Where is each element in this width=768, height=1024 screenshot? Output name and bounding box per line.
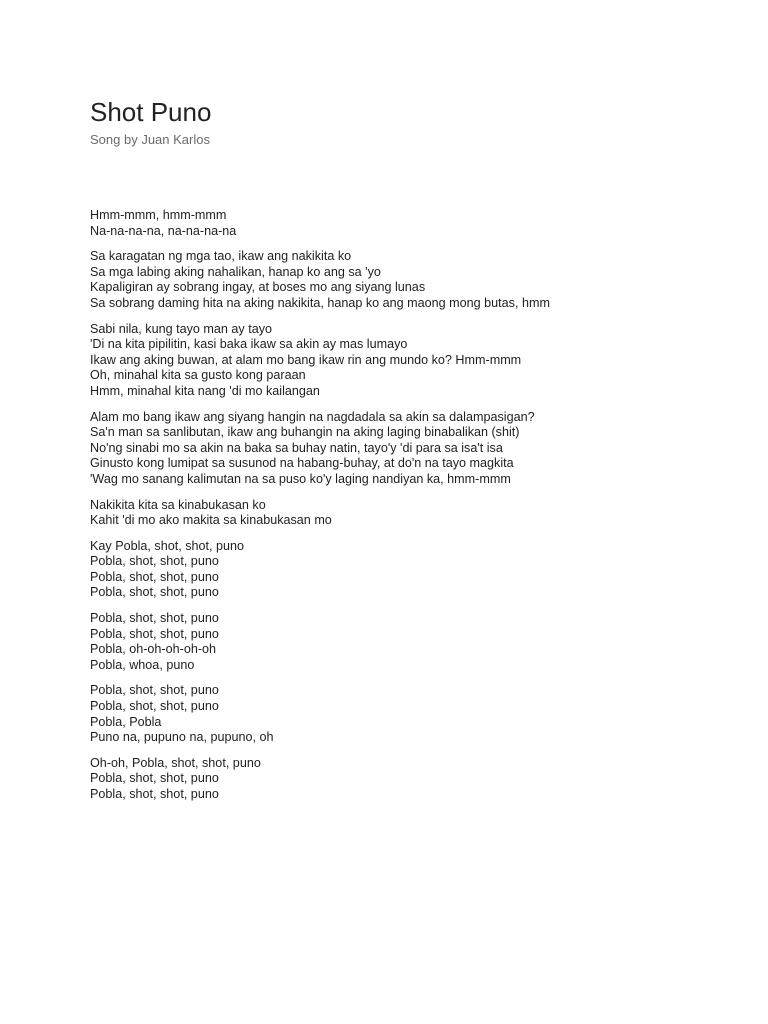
lyrics-stanza: [90, 539, 730, 601]
lyrics-line: Pobla, shot, shot, puno: [90, 569, 219, 584]
lyrics-line: Sa sobrang daming hita na aking nakikita, hanap ko ang maong mong butas, hmm: [90, 295, 550, 310]
lyrics-line: Oh-oh, Pobla, shot, shot, puno: [90, 755, 261, 770]
lyrics-line: Kahit 'di mo ako makita sa kinabukasan mo: [90, 513, 332, 528]
lyrics-line: Pobla, whoa, puno: [90, 657, 195, 672]
lyrics-page: [90, 96, 730, 813]
lyrics-line: Pobla, shot, shot, puno: [90, 699, 219, 714]
lyrics-stanza: [90, 208, 730, 239]
lyrics-line: Pobla, Pobla: [90, 714, 162, 729]
song-subtitle: Song by Juan Karlos: [90, 132, 210, 147]
lyrics-line: Kapaligiran ay sobrang ingay, at boses mo ang siyang lunas: [90, 280, 426, 295]
lyrics-line: Pobla, shot, shot, puno: [90, 585, 219, 600]
lyrics-line: Puno na, pupuno na, pupuno, oh: [90, 730, 274, 745]
lyrics-line: Alam mo bang ikaw ang siyang hangin na nagdadala sa akin sa dalampasigan?: [90, 409, 535, 424]
lyrics-stanza: [90, 322, 730, 400]
lyrics-line: Pobla, oh-oh-oh-oh-oh: [90, 642, 217, 657]
lyrics-line: Hmm-mmm, hmm-mmm: [90, 208, 227, 222]
lyrics-stanza: [90, 611, 730, 673]
lyrics-line: Na-na-na-na, na-na-na-na: [90, 223, 237, 238]
lyrics-line: Pobla, shot, shot, puno: [90, 626, 219, 641]
lyrics-line: Kay Pobla, shot, shot, puno: [90, 538, 245, 553]
lyrics-line: 'Wag mo sanang kalimutan na sa puso ko'y laging nandiyan ka, hmm-mmm: [90, 471, 511, 486]
lyrics-line: Hmm, minahal kita nang 'di mo kailangan: [90, 383, 320, 398]
lyrics-line: Pobla, shot, shot, puno: [90, 611, 219, 626]
song-title: Shot Puno: [90, 97, 212, 127]
lyrics-body: [90, 208, 730, 803]
lyrics-line: 'Di na kita pipilitin, kasi baka ikaw sa akin ay mas lumayo: [90, 337, 408, 352]
lyrics-line: Sa mga labing aking nahalikan, hanap ko ang sa 'yo: [90, 264, 381, 279]
lyrics-line: Pobla, shot, shot, puno: [90, 554, 219, 569]
lyrics-line: Sabi nila, kung tayo man ay tayo: [90, 321, 273, 336]
lyrics-line: Sa karagatan ng mga tao, ikaw ang nakikita ko: [90, 249, 352, 264]
lyrics-line: Sa'n man sa sanlibutan, ikaw ang buhangin na aking laging binabalikan (shit): [90, 425, 520, 440]
lyrics-stanza: [90, 756, 730, 803]
lyrics-line: Oh, minahal kita sa gusto kong paraan: [90, 368, 306, 383]
lyrics-line: Pobla, shot, shot, puno: [90, 787, 219, 801]
lyrics-stanza: [90, 249, 730, 311]
lyrics-line: Nakikita kita sa kinabukasan ko: [90, 497, 266, 512]
lyrics-stanza: [90, 410, 730, 488]
lyrics-line: Ikaw ang aking buwan, at alam mo bang ikaw rin ang mundo ko? Hmm-mmm: [90, 352, 522, 367]
lyrics-line: Pobla, shot, shot, puno: [90, 771, 219, 786]
lyrics-line: Pobla, shot, shot, puno: [90, 683, 219, 698]
lyrics-line: No'ng sinabi mo sa akin na baka sa buhay natin, tayo'y 'di para sa isa't isa: [90, 440, 503, 455]
lyrics-line: Ginusto kong lumipat sa susunod na habang-buhay, at do'n na tayo magkita: [90, 456, 514, 471]
lyrics-stanza: [90, 683, 730, 745]
lyrics-stanza: [90, 498, 730, 529]
